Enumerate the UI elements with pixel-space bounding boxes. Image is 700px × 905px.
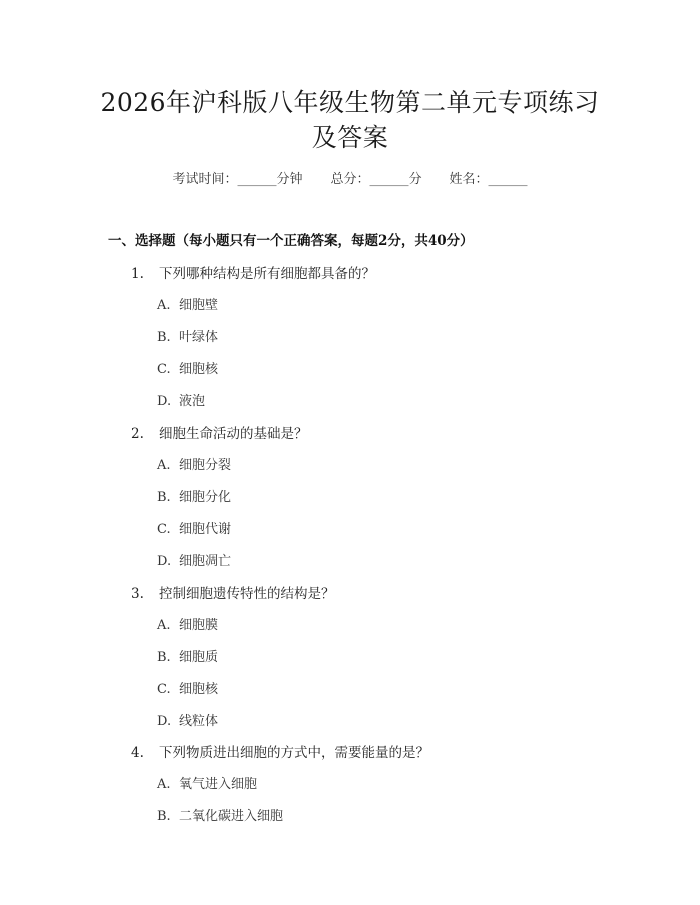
exam-info <box>0 168 700 187</box>
option-letter: B. <box>157 650 171 665</box>
option-letter: B. <box>157 330 171 345</box>
question-1-option-c <box>157 358 218 377</box>
question-2-option-d <box>157 550 231 569</box>
option-text: 氧气进入细胞 <box>179 777 258 792</box>
question-number: 4. <box>131 745 144 761</box>
option-letter: A. <box>157 777 171 792</box>
question-3 <box>131 582 335 602</box>
question-3-option-d <box>157 710 218 729</box>
option-letter: A. <box>157 298 171 313</box>
question-number: 1. <box>131 266 144 282</box>
option-letter: C. <box>157 522 171 537</box>
question-3-option-a <box>157 614 218 633</box>
question-3-option-b <box>157 646 218 665</box>
option-letter: D. <box>157 394 172 409</box>
option-text: 液泡 <box>179 394 206 409</box>
document-title-line1: 2026年沪科版八年级生物第二单元专项练习 <box>100 88 600 117</box>
option-letter: B. <box>157 490 171 505</box>
section-title: 一、选择题（每小题只有一个正确答案，每题2分，共40分） <box>108 233 474 249</box>
question-text: 下列哪种结构是所有细胞都具备的？ <box>159 266 375 282</box>
question-4 <box>131 741 429 761</box>
option-text: 线粒体 <box>179 714 219 729</box>
option-letter: D. <box>157 554 172 569</box>
option-letter: D. <box>157 714 172 729</box>
question-number: 3. <box>131 586 144 602</box>
option-text: 细胞凋亡 <box>179 554 232 569</box>
document-title-line2: 及答案 <box>311 123 389 152</box>
option-letter: C. <box>157 362 171 377</box>
exam-time-field: 考试时间：______分钟 <box>172 172 303 187</box>
question-text: 细胞生命活动的基础是？ <box>159 426 308 442</box>
option-text: 细胞膜 <box>179 618 219 633</box>
question-4-option-b <box>157 805 283 824</box>
option-letter: C. <box>157 682 171 697</box>
option-letter: A. <box>157 618 171 633</box>
option-text: 叶绿体 <box>179 330 219 345</box>
option-text: 细胞壁 <box>179 298 219 313</box>
option-text: 细胞核 <box>179 362 219 377</box>
question-2-option-a <box>157 454 231 473</box>
question-text: 控制细胞遗传特性的结构是？ <box>159 586 335 602</box>
question-2-option-b <box>157 486 231 505</box>
question-1-option-a <box>157 294 218 313</box>
option-text: 细胞代谢 <box>179 522 232 537</box>
option-letter: B. <box>157 809 171 824</box>
question-text: 下列物质进出细胞的方式中，需要能量的是？ <box>159 745 429 761</box>
exam-name-field: 姓名：______ <box>449 172 528 187</box>
question-1 <box>131 262 375 282</box>
option-text: 细胞分化 <box>179 490 232 505</box>
question-2 <box>131 422 308 442</box>
question-4-option-a <box>157 773 257 792</box>
option-text: 二氧化碳进入细胞 <box>179 809 284 824</box>
option-text: 细胞分裂 <box>179 458 232 473</box>
question-3-option-c <box>157 678 218 697</box>
question-2-option-c <box>157 518 231 537</box>
option-letter: A. <box>157 458 171 473</box>
exam-score-field: 总分：______分 <box>330 172 422 187</box>
question-1-option-b <box>157 326 218 345</box>
question-1-option-d <box>157 390 205 409</box>
question-number: 2. <box>131 426 144 442</box>
option-text: 细胞质 <box>179 650 219 665</box>
option-text: 细胞核 <box>179 682 219 697</box>
